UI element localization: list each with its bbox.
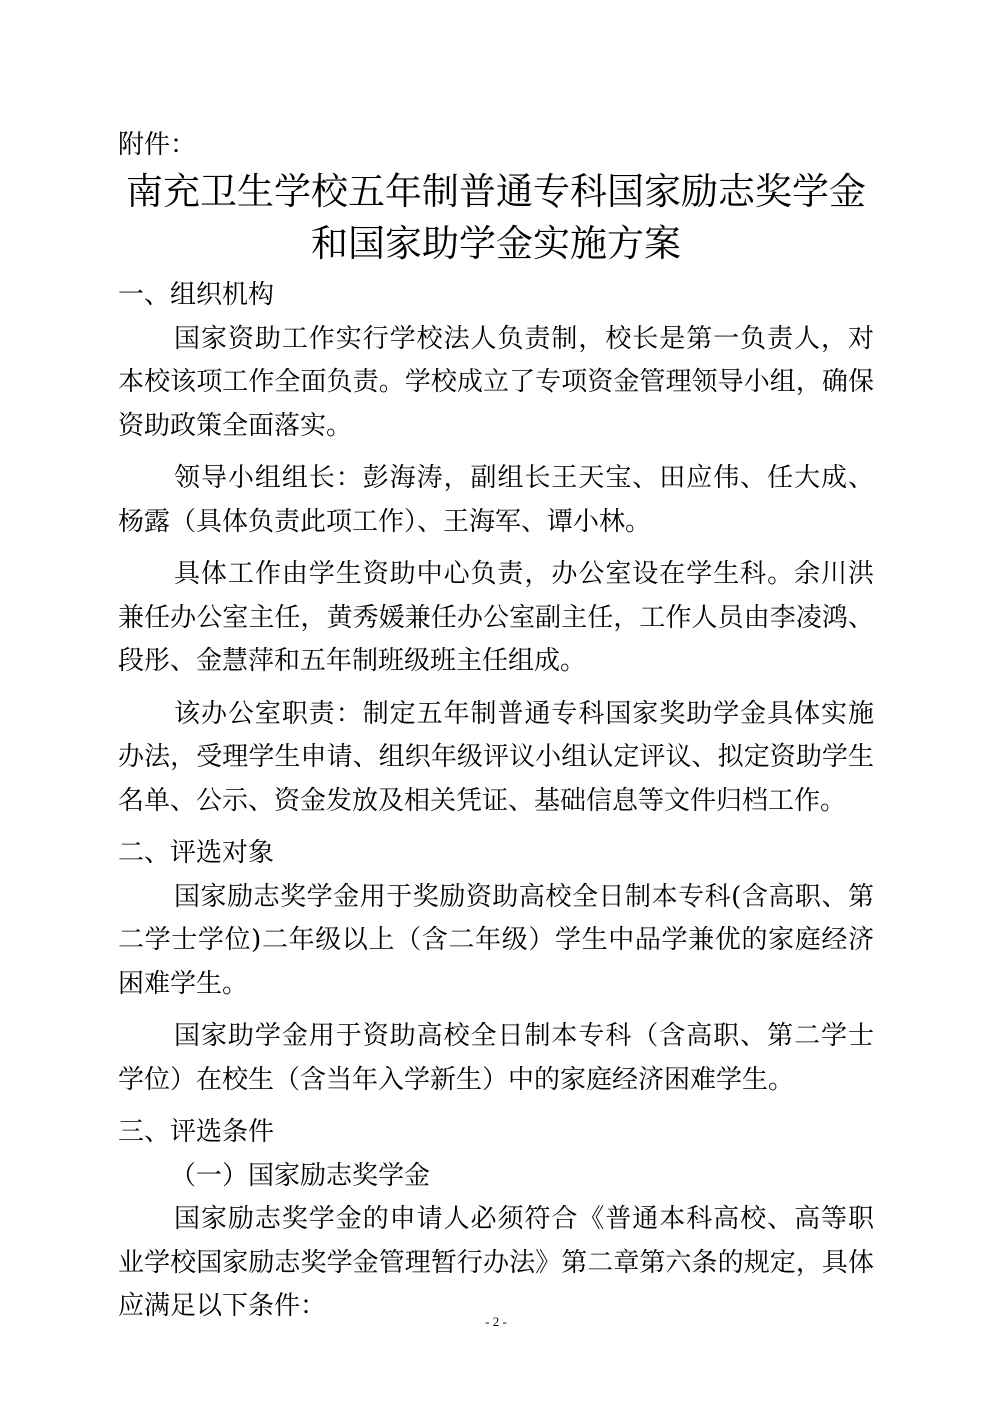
page-number: - 2 - (485, 1314, 507, 1329)
paragraph: 国家励志奖学金的申请人必须符合《普通本科高校、高等职业学校国家励志奖学金管理暂行办法》第二章第六条的规定，具体应满足以下条件： (118, 1204, 874, 1321)
paragraph: 领导小组组长：彭海涛，副组长王天宝、田应伟、任大成、杨露（具体负责此项工作）、王海军、谭小林。 (118, 463, 874, 537)
section-heading: 二、评选对象 (118, 838, 275, 868)
document-title (118, 166, 874, 270)
section-heading: 一、组织机构 (118, 280, 275, 310)
title-line-1: 南充卫生学校五年制普通专科国家励志奖学金 (126, 170, 866, 213)
section-selection-targets (118, 832, 874, 1102)
paragraph: 国家资助工作实行学校法人负责制，校长是第一负责人，对本校该项工作全面负责。学校成立了专项资金管理领导小组，确保资助政策全面落实。 (118, 323, 874, 441)
title-line-2: 和国家助学金实施方案 (311, 222, 681, 265)
attachment-label: 附件： (118, 130, 197, 160)
paragraph: 具体工作由学生资助中心负责，办公室设在学生科。余川洪兼任办公室主任，黄秀媛兼任办公室副主任，工作人员由李凌鸿、段彤、金慧萍和五年制班级班主任组成。 (118, 559, 874, 676)
paragraph: 该办公室职责：制定五年制普通专科国家奖助学金具体实施办法，受理学生申请、组织年级评议小组认定评议、拟定资助学生名单、公示、资金发放及相关凭证、基础信息等文件归档工作。 (118, 698, 874, 816)
section-heading: 三、评选条件 (118, 1117, 275, 1147)
paragraph: 国家助学金用于资助高校全日制本专科（含高职、第二学士学位）在校生（含当年入学新生）中的家庭经济困难学生。 (118, 1021, 874, 1095)
document-body (118, 122, 874, 1338)
subsection-heading: （一）国家励志奖学金 (170, 1160, 431, 1191)
section-selection-criteria (118, 1111, 874, 1329)
section-organization (118, 274, 874, 823)
paragraph: 国家励志奖学金用于奖励资助高校全日制本专科(含高职、第二学士学位)二年级以上（含二年级）学生中品学兼优的家庭经济困难学生。 (118, 881, 874, 999)
